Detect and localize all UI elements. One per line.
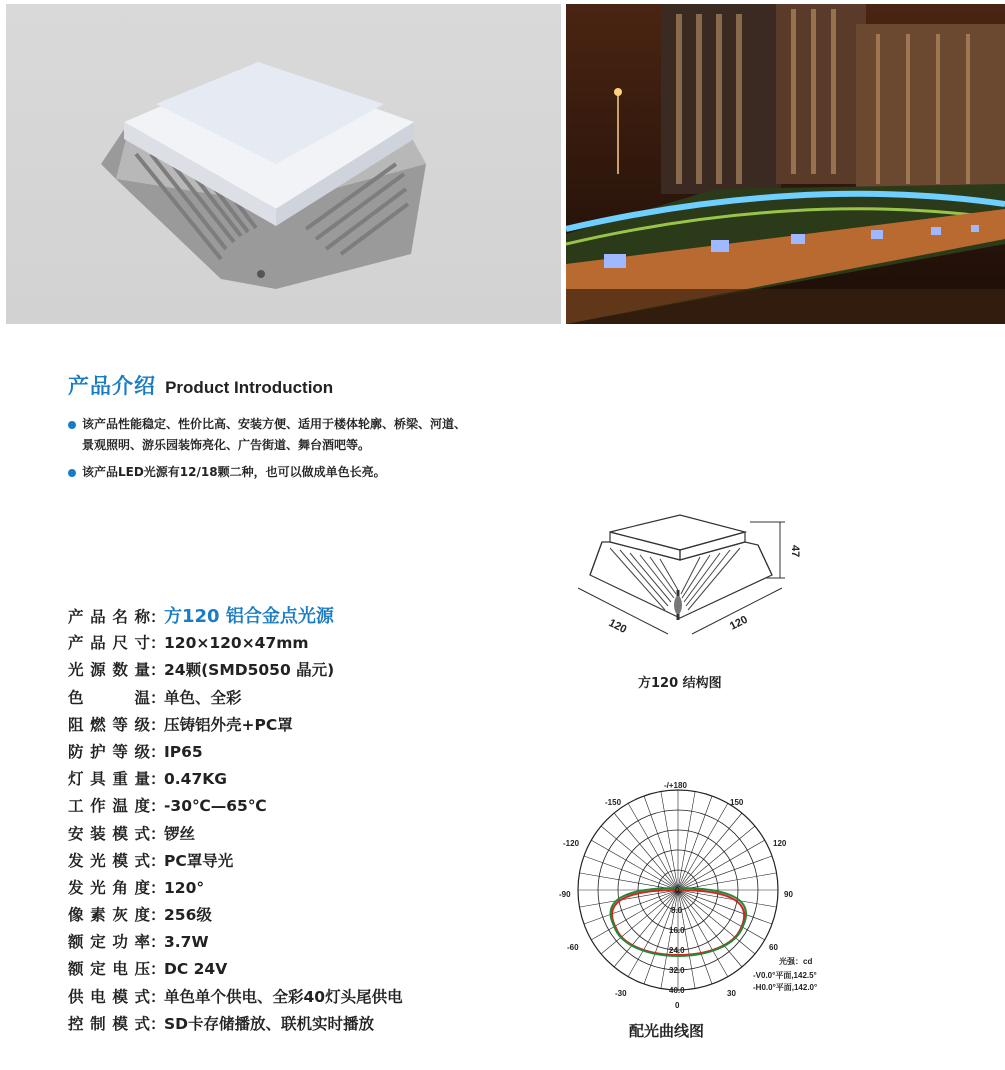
spec-value: 256级 [164,906,212,925]
angle-label: -/+180 [664,781,687,790]
spec-label: 工作温度 [68,797,150,816]
spec-value: 压铸铝外壳+PC罩 [164,715,293,734]
spec-value: DC 24V [164,960,228,979]
spec-value: SD卡存储播放、联机实时播放 [164,1014,375,1033]
spec-label: 控制模式 [68,1014,150,1033]
radial-label: 8.0 [671,906,683,915]
structure-diagram [560,510,810,645]
spec-value: 锣丝 [164,824,196,843]
angle-label: -120 [563,839,580,848]
spec-row: 灯具重量：0.47KG [68,766,403,793]
spec-label: 光源数量 [68,661,150,680]
spec-row: 产品名称：方120 铝合金点光源 [68,603,403,630]
intro-item [68,462,588,483]
intro-text: 该产品LED光源有12/18颗二种，也可以做成单色长亮。 [82,465,386,479]
angle-label: 90 [784,890,793,899]
night-scene-photo [566,4,1005,324]
spec-label: 像素灰度 [68,906,150,925]
spec-value: 单色、全彩 [164,688,242,707]
spec-row: 防护等级：IP65 [68,739,403,766]
bullet-icon [68,469,76,477]
spec-list [68,603,403,1038]
polar-caption: 配光曲线图 [629,1022,705,1040]
angle-label: -150 [605,798,622,807]
spec-row: 安装模式：锣丝 [68,821,403,848]
spec-label: 产品名称 [68,608,150,626]
dim-label-a: 120 [606,616,629,637]
intro-text: 景观照明、游乐园装饰亮化、广告街道、舞台酒吧等。 [82,438,371,452]
spec-value: 方120 铝合金点光源 [164,606,334,627]
spec-row: 发光角度：120° [68,875,403,902]
radial-label: 40.0 [669,986,685,995]
spec-label: 发光角度 [68,878,150,897]
radial-label: 0 [675,886,680,895]
spec-row: 光源数量：24颗(SMD5050 晶元) [68,657,403,684]
spec-value: IP65 [164,742,203,761]
angle-label: -90 [559,890,571,899]
dim-label-b: 120 [727,613,750,633]
intro-list [68,414,588,489]
legend-unit: 光强：cd [779,957,813,966]
radial-label: 16.0 [669,926,685,935]
radial-label: 24.0 [669,946,685,955]
angle-label: 120 [773,839,787,848]
dim-label-h: 47 [789,545,801,558]
section-title-en: Product Introduction [165,378,334,397]
spec-value: PC罩导光 [164,851,234,870]
angle-label: 150 [730,798,744,807]
section-title [68,370,333,400]
spec-value: 120° [164,878,205,897]
angle-label: -30 [615,989,627,998]
intro-item [68,414,588,456]
spec-row: 阻燃等级：压铸铝外壳+PC罩 [68,712,403,739]
spec-label: 发光模式 [68,851,150,870]
spec-value: -30℃—65℃ [164,797,267,816]
spec-row: 色 温：单色、全彩 [68,685,403,712]
spec-value: 0.47KG [164,770,227,789]
angle-label: 60 [769,943,778,952]
spec-row: 发光模式：PC罩导光 [68,848,403,875]
spec-label: 阻燃等级 [68,715,150,734]
spec-row: 额定电压：DC 24V [68,956,403,983]
legend-v: -V0.0°平面,142.5° [753,971,817,980]
intro-text: 该产品性能稳定、性价比高、安装方便、适用于楼体轮廓、桥梁、河道、 [82,417,467,431]
section-title-zh: 产品介绍 [68,374,156,398]
angle-label: 0 [675,1001,680,1010]
spec-label: 安装模式 [68,824,150,843]
spec-label: 额定功率 [68,933,150,952]
spec-value: 120×120×47mm [164,634,309,653]
angle-label: 30 [727,989,736,998]
spec-row: 控制模式：SD卡存储播放、联机实时播放 [68,1011,403,1038]
spec-label: 产品尺寸 [68,634,150,653]
spec-value: 3.7W [164,933,209,952]
spec-row: 供电模式：单色单个供电、全彩40灯头尾供电 [68,984,403,1011]
radial-label: 32.0 [669,966,685,975]
spec-row: 额定功率：3.7W [68,929,403,956]
spec-row: 工作温度：-30℃—65℃ [68,793,403,820]
polar-diagram [555,778,845,1010]
product-photo [6,4,561,324]
bullet-icon [68,421,76,429]
structure-caption: 方120 结构图 [638,676,722,691]
spec-label: 灯具重量 [68,770,150,789]
spec-value: 24颗(SMD5050 晶元) [164,661,335,680]
spec-label: 色 温 [68,688,150,707]
spec-label: 额定电压 [68,960,150,979]
spec-label: 供电模式 [68,987,150,1006]
spec-row: 产品尺寸：120×120×47mm [68,630,403,657]
spec-row: 像素灰度：256级 [68,902,403,929]
legend-h: -H0.0°平面,142.0° [753,983,818,992]
angle-label: -60 [567,943,579,952]
spec-label: 防护等级 [68,742,150,761]
spec-value: 单色单个供电、全彩40灯头尾供电 [164,987,403,1006]
